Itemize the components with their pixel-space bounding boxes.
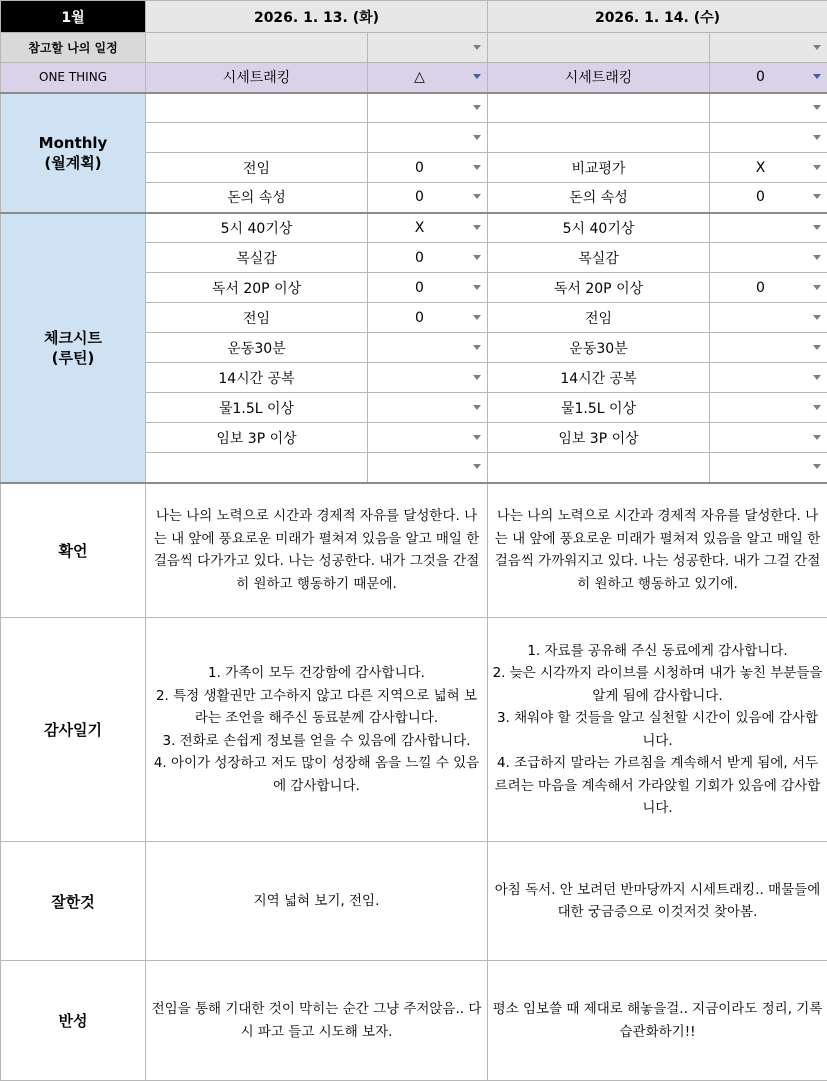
checksheet-item[interactable]: 5시 40기상 xyxy=(488,213,710,243)
dropdown-arrow-icon[interactable] xyxy=(473,74,481,79)
monthly-item[interactable]: 돈의 속성 xyxy=(488,183,710,213)
one-thing-value-day1[interactable]: △ xyxy=(368,63,488,93)
dropdown-arrow-icon[interactable] xyxy=(473,435,481,440)
dropdown-arrow-icon[interactable] xyxy=(813,165,821,170)
monthly-item[interactable]: 비교평가 xyxy=(488,153,710,183)
dropdown-arrow-icon[interactable] xyxy=(473,45,481,50)
checksheet-value[interactable] xyxy=(368,363,488,393)
checksheet-item[interactable]: 전임 xyxy=(488,303,710,333)
checksheet-value[interactable]: 0 xyxy=(368,303,488,333)
well-done-text-day2[interactable]: 아침 독서. 안 보려던 반마당까지 시세트래킹.. 매물들에 대한 궁금증으로 이것저것 찾아봄. xyxy=(488,842,827,961)
checksheet-label-text: 체크시트 (루틴) xyxy=(44,329,102,367)
dropdown-arrow-icon[interactable] xyxy=(473,255,481,260)
schedule-label: 참고할 나의 일정 xyxy=(1,33,146,63)
checksheet-item[interactable]: 목실감 xyxy=(146,243,368,273)
schedule-value-day1[interactable] xyxy=(368,33,488,63)
dropdown-arrow-icon[interactable] xyxy=(813,194,821,199)
monthly-value[interactable]: X xyxy=(710,153,827,183)
checksheet-item[interactable]: 임보 3P 이상 xyxy=(488,423,710,453)
dropdown-arrow-icon[interactable] xyxy=(473,225,481,230)
monthly-value[interactable]: 0 xyxy=(710,183,827,213)
checksheet-item[interactable]: 목실감 xyxy=(488,243,710,273)
dropdown-arrow-icon[interactable] xyxy=(473,105,481,110)
month-label[interactable]: 1월 xyxy=(1,1,146,33)
checksheet-row xyxy=(1,213,827,243)
monthly-item[interactable] xyxy=(488,123,710,153)
checksheet-value[interactable] xyxy=(710,333,827,363)
reflection-label: 반성 xyxy=(1,961,146,1081)
schedule-item-day1[interactable] xyxy=(146,33,368,63)
dropdown-arrow-icon[interactable] xyxy=(473,375,481,380)
monthly-value[interactable]: 0 xyxy=(368,153,488,183)
one-thing-item-day2[interactable]: 시세트래킹 xyxy=(488,63,710,93)
checksheet-value[interactable] xyxy=(710,213,827,243)
dropdown-arrow-icon[interactable] xyxy=(473,464,481,469)
checksheet-item[interactable]: 14시간 공복 xyxy=(146,363,368,393)
affirmation-text-day2[interactable]: 나는 나의 노력으로 시간과 경제적 자유를 달성한다. 나는 내 앞에 풍요로운 미래가 펼쳐져 있음을 알고 매일 한 걸음씩 가까워지고 있다. 나는 성공한다. 내가 그걸 간절히 원하고 행동하고 있기에. xyxy=(488,483,827,618)
monthly-item[interactable]: 전임 xyxy=(146,153,368,183)
checksheet-item[interactable] xyxy=(146,453,368,483)
checksheet-item[interactable]: 5시 40기상 xyxy=(146,213,368,243)
one-thing-item-day1[interactable]: 시세트래킹 xyxy=(146,63,368,93)
checksheet-label xyxy=(1,213,146,483)
date-header-1[interactable]: 2026. 1. 13. (화) xyxy=(146,1,488,33)
checksheet-item[interactable]: 물1.5L 이상 xyxy=(488,393,710,423)
checksheet-item[interactable]: 임보 3P 이상 xyxy=(146,423,368,453)
dropdown-arrow-icon[interactable] xyxy=(813,45,821,50)
monthly-value[interactable]: 0 xyxy=(368,183,488,213)
well-done-label: 잘한것 xyxy=(1,842,146,961)
dropdown-arrow-icon[interactable] xyxy=(473,345,481,350)
monthly-item[interactable] xyxy=(488,93,710,123)
dropdown-arrow-icon[interactable] xyxy=(473,285,481,290)
schedule-value-day2[interactable] xyxy=(710,33,827,63)
dropdown-arrow-icon[interactable] xyxy=(813,225,821,230)
checksheet-item[interactable]: 전임 xyxy=(146,303,368,333)
monthly-value[interactable] xyxy=(710,123,827,153)
gratitude-label: 감사일기 xyxy=(1,618,146,842)
checksheet-item[interactable]: 운동30분 xyxy=(488,333,710,363)
reflection-row xyxy=(1,961,827,1081)
monthly-label-text: Monthly (월계획) xyxy=(39,134,108,172)
dropdown-arrow-icon[interactable] xyxy=(473,315,481,320)
schedule-item-day2[interactable] xyxy=(488,33,710,63)
reflection-text-day2[interactable]: 평소 임보쓸 때 제대로 해놓을걸.. 지금이라도 정리, 기록 습관화하기!! xyxy=(488,961,827,1081)
checksheet-item[interactable]: 물1.5L 이상 xyxy=(146,393,368,423)
checksheet-value[interactable] xyxy=(368,453,488,483)
checksheet-value[interactable]: 0 xyxy=(368,273,488,303)
dropdown-arrow-icon[interactable] xyxy=(813,464,821,469)
dropdown-arrow-icon[interactable] xyxy=(813,375,821,380)
dropdown-arrow-icon[interactable] xyxy=(813,315,821,320)
checksheet-value[interactable]: 0 xyxy=(368,243,488,273)
checksheet-value[interactable] xyxy=(710,243,827,273)
dropdown-arrow-icon[interactable] xyxy=(473,135,481,140)
dropdown-arrow-icon[interactable] xyxy=(813,105,821,110)
monthly-item[interactable]: 돈의 속성 xyxy=(146,183,368,213)
dropdown-arrow-icon[interactable] xyxy=(813,74,821,79)
checksheet-value[interactable]: X xyxy=(368,213,488,243)
dropdown-arrow-icon[interactable] xyxy=(813,255,821,260)
checksheet-value[interactable] xyxy=(710,303,827,333)
monthly-value[interactable] xyxy=(368,93,488,123)
gratitude-text-day1[interactable]: 1. 가족이 모두 건강함에 감사합니다. 2. 특정 생활권만 고수하지 않고 다른 지역으로 넓혀 보라는 조언을 해주신 동료분께 감사합니다. 3. 전화로 손쉽게 정보를 얻을 수 있음에 감사합니다. 4. 아이가 성장하고 저도 많이 성장해 옴을 느낄 수 있음에 감사합니다. xyxy=(146,618,488,842)
gratitude-row xyxy=(1,618,827,842)
dropdown-arrow-icon[interactable] xyxy=(813,135,821,140)
dropdown-arrow-icon[interactable] xyxy=(813,435,821,440)
checksheet-value[interactable]: 0 xyxy=(710,273,827,303)
checksheet-value[interactable] xyxy=(710,453,827,483)
dropdown-arrow-icon[interactable] xyxy=(473,165,481,170)
well-done-text-day1[interactable]: 지역 넓혀 보기, 전임. xyxy=(146,842,488,961)
well-done-row xyxy=(1,842,827,961)
affirmation-text-day1[interactable]: 나는 나의 노력으로 시간과 경제적 자유를 달성한다. 나는 내 앞에 풍요로운 미래가 펼쳐져 있음을 알고 매일 한 걸음씩 다가가고 있다. 나는 성공한다. 내가 그것을 간절히 원하고 행동하기 때문에. xyxy=(146,483,488,618)
monthly-row xyxy=(1,93,827,123)
checksheet-item[interactable]: 독서 20P 이상 xyxy=(146,273,368,303)
reflection-text-day1[interactable]: 전임을 통해 기대한 것이 막히는 순간 그냥 주저앉음.. 다시 파고 들고 시도해 보자. xyxy=(146,961,488,1081)
date-header-2[interactable]: 2026. 1. 14. (수) xyxy=(488,1,827,33)
dropdown-arrow-icon[interactable] xyxy=(813,345,821,350)
monthly-item[interactable] xyxy=(146,93,368,123)
checksheet-value[interactable] xyxy=(710,393,827,423)
affirmation-row xyxy=(1,483,827,618)
checksheet-value[interactable] xyxy=(710,363,827,393)
schedule-row xyxy=(1,33,827,63)
dropdown-arrow-icon[interactable] xyxy=(813,285,821,290)
one-thing-label: ONE THING xyxy=(1,63,146,93)
monthly-value[interactable] xyxy=(710,93,827,123)
monthly-value[interactable] xyxy=(368,123,488,153)
checksheet-item[interactable]: 운동30분 xyxy=(146,333,368,363)
affirmation-label: 확언 xyxy=(1,483,146,618)
one-thing-value-day2[interactable]: 0 xyxy=(710,63,827,93)
checksheet-item[interactable] xyxy=(488,453,710,483)
checksheet-item[interactable]: 독서 20P 이상 xyxy=(488,273,710,303)
one-thing-row xyxy=(1,63,827,93)
gratitude-text-day2[interactable]: 1. 자료를 공유해 주신 동료에게 감사합니다. 2. 늦은 시각까지 라이브를 시청하며 내가 놓친 부분들을 알게 됨에 감사합니다. 3. 채워야 할 것들을 알고 실천할 시간이 있음에 감사합니다. 4. 조급하지 말라는 가르침을 계속해서 받게 됨에, 서두르려는 마음을 계속해서 가라앉힐 기회가 있음에 감사합니다. xyxy=(488,618,827,842)
checksheet-value[interactable] xyxy=(368,393,488,423)
dropdown-arrow-icon[interactable] xyxy=(813,405,821,410)
checksheet-value[interactable] xyxy=(368,423,488,453)
dropdown-arrow-icon[interactable] xyxy=(473,194,481,199)
checksheet-value[interactable] xyxy=(368,333,488,363)
dropdown-arrow-icon[interactable] xyxy=(473,405,481,410)
checksheet-value[interactable] xyxy=(710,423,827,453)
header-row xyxy=(1,1,827,33)
monthly-item[interactable] xyxy=(146,123,368,153)
monthly-label xyxy=(1,93,146,213)
checksheet-item[interactable]: 14시간 공복 xyxy=(488,363,710,393)
